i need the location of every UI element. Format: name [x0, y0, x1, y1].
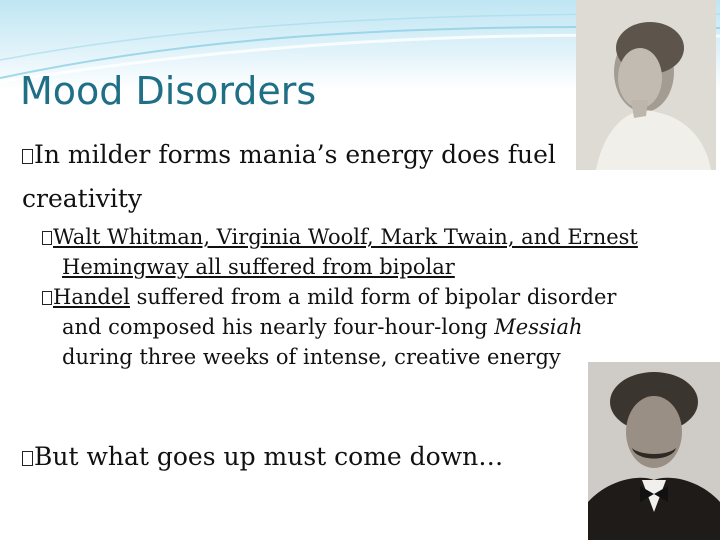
bullet-text: But what goes up must come down…	[34, 442, 504, 471]
sub-bullet-handel	[42, 282, 652, 372]
sub-bullet-text-end: during three weeks of intense, creative energy	[62, 345, 561, 369]
mark-twain-portrait	[588, 362, 720, 540]
bullet-level1-comedown	[22, 440, 503, 474]
sub-bullet-list	[42, 222, 652, 372]
bullet-box-icon	[42, 231, 52, 245]
slide-title: Mood Disorders	[20, 69, 317, 113]
sub-bullet-text: Walt Whitman, Virginia Woolf, Mark Twain, and Ernest Hemingway all suffered from bipolar	[53, 225, 638, 279]
handel-link[interactable]: Handel	[53, 285, 130, 309]
bullet-box-icon	[22, 451, 33, 466]
messiah-title: Messiah	[494, 315, 583, 339]
bullet-level1-creativity	[22, 133, 582, 221]
sub-bullet-text: suffered from a mild form of bipolar disorder and composed his nearly four-hour-long	[62, 285, 617, 339]
sub-bullet-famous-people	[42, 222, 652, 282]
bullet-text: In milder forms mania’s energy does fuel creativity	[22, 140, 556, 213]
bullet-box-icon	[22, 149, 33, 164]
virginia-woolf-portrait	[576, 0, 716, 170]
bullet-box-icon	[42, 291, 52, 305]
